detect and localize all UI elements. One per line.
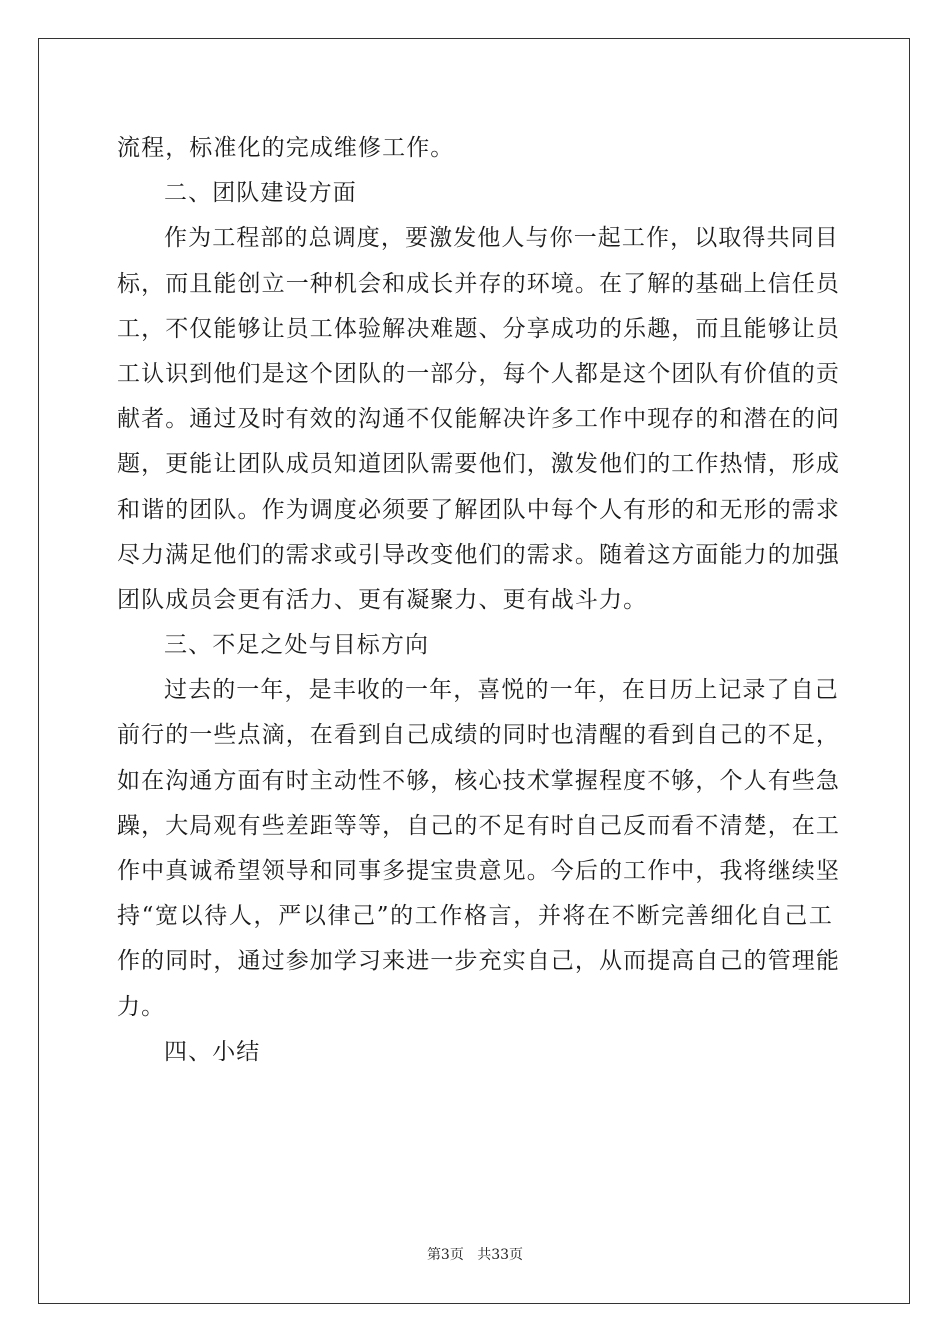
text-line: 力。	[117, 993, 166, 1020]
total-pages: 共33页	[477, 1247, 524, 1263]
text-line: 献者。通过及时有效的沟通不仅能解决许多工作中现存的和潜在的问	[117, 406, 840, 433]
text-line: 作的同时，通过参加学习来进一步充实自己，从而提高自己的管理能	[117, 948, 840, 975]
text-line: 团队成员会更有活力、更有凝聚力、更有战斗力。	[117, 586, 648, 613]
document-body	[117, 126, 840, 1075]
text-line: 四、小结	[164, 1038, 261, 1065]
text-line: 持“宽以待人，严以律己”的工作格言，并将在不断完善细化自己工	[117, 903, 833, 930]
text-line: 作为工程部的总调度，要激发他人与你一起工作，以取得共同目	[164, 225, 839, 252]
text-line: 三、不足之处与目标方向	[164, 632, 430, 659]
page-number: 第3页	[426, 1247, 464, 1263]
text-line: 作中真诚希望领导和同事多提宝贵意见。今后的工作中，我将继续坚	[117, 858, 840, 884]
text-line: 和谐的团队。作为调度必须要了解团队中每个人有形的和无形的需求	[117, 496, 840, 523]
text-line: 题，更能让团队成员知道团队需要他们，激发他们的工作热情，形成	[117, 451, 840, 478]
text-line: 工，不仅能够让员工体验解决难题、分享成功的乐趣，而且能够让员	[117, 315, 840, 342]
text-line: 如在沟通方面有时主动性不够，核心技术掌握程度不够，个人有些急	[117, 767, 840, 794]
text-line: 流程，标准化的完成维修工作。	[117, 135, 455, 161]
text-line: 过去的一年，是丰收的一年，喜悦的一年，在日历上记录了自己	[164, 677, 839, 704]
text-line: 尽力满足他们的需求或引导改变他们的需求。随着这方面能力的加强	[117, 541, 840, 568]
page-footer	[0, 1244, 950, 1264]
footer-gap	[464, 1247, 477, 1263]
text-line: 二、团队建设方面	[164, 180, 357, 207]
text-line: 前行的一些点滴，在看到自己成绩的同时也清醒的看到自己的不足，	[117, 722, 840, 749]
text-line: 工认识到他们是这个团队的一部分，每个人都是这个团队有价值的贡	[117, 360, 840, 387]
text-line: 标，而且能创立一种机会和成长并存的环境。在了解的基础上信任员	[117, 270, 840, 297]
text-line: 躁，大局观有些差距等等，自己的不足有时自己反而看不清楚，在工	[117, 812, 840, 839]
